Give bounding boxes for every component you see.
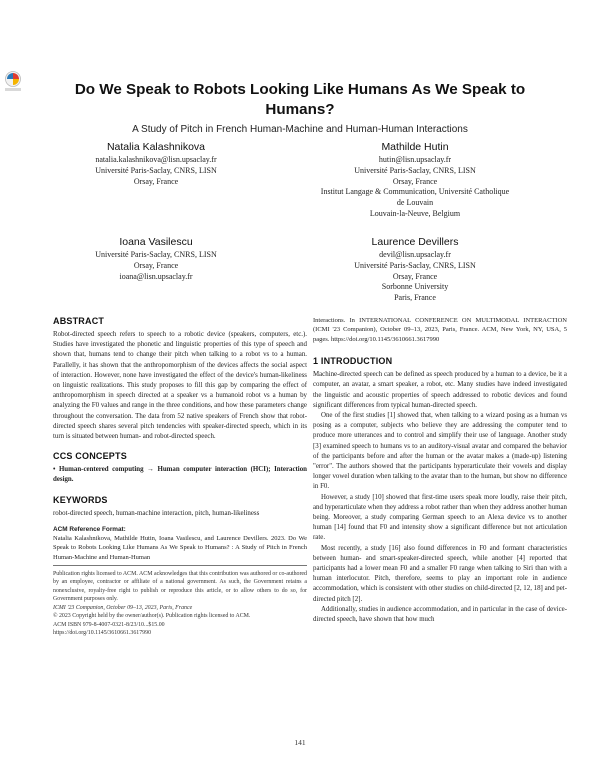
right-column — [313, 316, 567, 625]
author-affiliation: Sorbonne University — [381, 282, 449, 292]
abstract-text: Robot-directed speech refers to speech to a robotic device (speakers, computers, etc.). Studies have investigated the phonetic and linguistic properties of this type of speech and shown that, humans tend to change their pitch when talking to a robot vs to a human. Parallelly, it has shown that the anthropomorphism of the devices affects the social aspect of interaction. However, none have investigated the effect of the device's human-likeliness on linguistic realizations. This study proposes to fill this gap by comparing the effect of anthropomorphism in speech directed at a speaker vs a humanoid robot vs a human by analyzing the F0 values and range in the three conditions, and how these parameters change throughout the conversation. The data from 52 native speakers of French show that robot-directed speech shares several pitch tendencies with speaker-directed speech, which in its turn is situated between human- and robot-directed speech. — [53, 331, 307, 441]
author-name: Laurence Devillers — [371, 236, 459, 248]
introduction-heading: 1 INTRODUCTION — [313, 356, 393, 367]
author-block-3 — [76, 236, 236, 282]
author-affiliation: Université Paris-Saclay, CNRS, LISN — [95, 250, 217, 259]
author-email[interactable]: hutin@lisn.upsaclay.fr — [378, 155, 452, 164]
isbn-line: ACM ISBN 979-8-4007-0321-8/23/10...$15.00 — [53, 621, 165, 628]
author-block-1 — [76, 141, 236, 187]
ccs-concepts-text: • Human-centered computing → Human computer interaction (HCI); Interaction design. — [53, 466, 307, 484]
abstract-heading: ABSTRACT — [53, 316, 105, 326]
author-location: Orsay, France — [133, 176, 179, 186]
author-email[interactable]: natalia.kalashnikova@lisn.upsaclay.fr — [95, 155, 217, 164]
author-affiliation: Université Paris-Saclay, CNRS, LISN — [354, 165, 476, 175]
page-number: 141 — [294, 738, 306, 747]
intro-paragraph: One of the first studies [1] showed that, when talking to a wizard posing as a human vs posing as a computer, subjects who believe they are addressing the computer tend to produce more utterances and to control and simplify their use of language. Another study [3] examined speech to humans vs to an auditory-visual avatar and compared the behavior of the participants before and after the human or the avatar makes a (made-up) listening "error". The authors showed that the participants hyperarticulate their vowels and display longer vowel duration when talking to the avatar than to the human, but show no difference in F0. — [313, 412, 567, 491]
intro-paragraph: However, a study [10] showed that first-time users speak more loudly, raise their pitch, and hyperarticulate when they address a robot rather than when they address another human being. Moreover, a study comparing German speech to an Alexa device vs to another human [14] found that F0 and intensity show a significant difference but not articulation rate. — [313, 493, 567, 542]
author-location: Orsay, France — [392, 176, 438, 186]
ccs-concepts-heading: CCS CONCEPTS — [53, 451, 127, 462]
author-name: Ioana Vasilescu — [119, 236, 193, 248]
author-affiliation: Université Paris-Saclay, CNRS, LISN — [354, 260, 476, 270]
author-affiliation: Université Paris-Saclay, CNRS, LISN — [95, 165, 217, 175]
author-name: Mathilde Hutin — [381, 141, 449, 153]
keywords-heading: KEYWORDS — [53, 494, 108, 505]
author-block-2 — [300, 141, 530, 220]
author-affiliation: Institut Langage & Communication, Université Catholique — [320, 187, 510, 197]
author-email[interactable]: ioana@lisn.upsaclay.fr — [119, 271, 193, 281]
footnote-divider — [53, 565, 307, 566]
author-location: Louvain-la-Neuve, Belgium — [369, 208, 461, 218]
author-affiliation: de Louvain — [396, 198, 434, 208]
copyright-line: © 2023 Copyright held by the owner/author(s). Publication rights licensed to ACM. — [53, 613, 251, 620]
author-email[interactable]: devil@lisn.upsaclay.fr — [379, 250, 451, 259]
author-block-4 — [340, 236, 490, 304]
intro-paragraph: Machine-directed speech can be defined as speech produced by a human to a device, be it a computer, an avatar, a smart speaker, a robot, etc. Many studies have indeed investigated the linguistic and acoustic properties of speech addressed to robotic devices and found significant differences from typical human-directed speech. — [313, 371, 567, 409]
intro-paragraph: Most recently, a study [16] also found differences in F0 and formant characteristics between human- and smart-speaker-directed speech, while another [4] reported that participants had a lower mean F0 and a smaller F0 range when talking to Siri than with a human interlocutor. Pitch, therefore, seems to play an important role in audience accommodation, which is consistent with other studies on child-directed [2, 12, 18] and pet-directed pitch [2]. — [313, 544, 567, 603]
author-location: Orsay, France — [392, 271, 438, 281]
author-location: Paris, France — [394, 293, 436, 303]
venue-line: ICMI '23 Companion, October 09–13, 2023, Paris, France — [53, 604, 193, 611]
left-column — [53, 316, 307, 637]
acm-reference-text: Natalia Kalashnikova, Mathilde Hutin, Ioana Vasilescu, and Laurence Devillers. 2023. Do We Speak to Robots Looking Like Humans As We Speak to Humans? : A Study of Pitch in French Human-Machine and Human-Human — [53, 534, 307, 561]
keywords-text: robot-directed speech, human-machine interaction, pitch, human-likeliness — [53, 509, 260, 517]
check-for-updates-icon[interactable] — [2, 70, 24, 94]
acm-reference-continuation: Interactions. In INTERNATIONAL CONFERENCE ON MULTIMODAL INTERACTION (ICMI '23 Companion), October 09–13, 2023, Paris, France. ACM, New York, NY, USA, 5 pages. https://doi.org/10.1145/3610661.3617990 — [313, 317, 567, 343]
paper-subtitle: A Study of Pitch in French Human-Machine and Human-Human Interactions — [132, 124, 468, 135]
permission-notice: Publication rights licensed to ACM. ACM acknowledges that this contribution was authored or co-authored by an employee, contractor or affiliate of a national government. As such, the Government retains a nonexclusive, royalty-free right to publish or reproduce this article, or to allow others to do so, for Government purposes only. — [53, 571, 307, 603]
doi-link[interactable]: https://doi.org/10.1145/3610661.3617990 — [53, 629, 152, 636]
intro-paragraph: Additionally, studies in audience accommodation, and in particular in the case of device-directed speech, have shown that how much — [313, 605, 567, 624]
acm-reference-format-heading: ACM Reference Format: — [53, 525, 126, 533]
author-name: Natalia Kalashnikova — [106, 141, 206, 153]
paper-title: Do We Speak to Robots Looking Like Humans As We Speak to Humans? — [74, 81, 526, 118]
author-location: Orsay, France — [133, 260, 179, 270]
